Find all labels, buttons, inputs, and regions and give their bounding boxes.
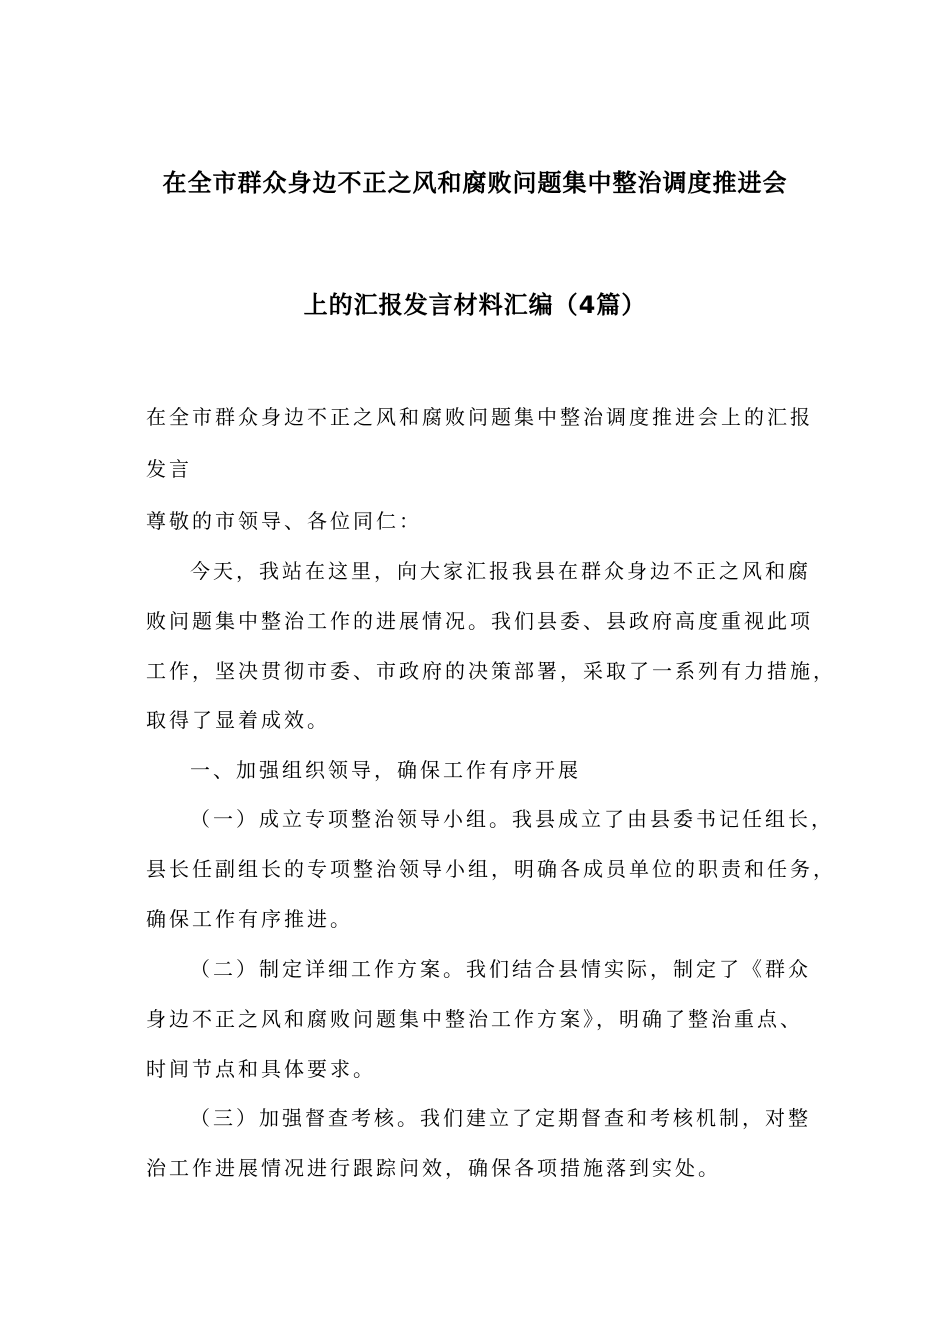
paragraph-line: （三）加强督查考核。我们建立了定期督查和考核机制，对整 [190,1106,811,1130]
report-heading-line-2: 发言 [146,457,192,481]
paragraph-line: （二）制定详细工作方案。我们结合县情实际，制定了《群众 [190,957,811,981]
report-heading-line-1: 在全市群众身边不正之风和腐败问题集中整治调度推进会上的汇报 [146,405,813,429]
document-title-line-1: 在全市群众身边不正之风和腐败问题集中整治调度推进会 [162,169,788,197]
paragraph-line: 败问题集中整治工作的进展情况。我们县委、县政府高度重视此项 [146,609,813,633]
document-title-line-2: 上的汇报发言材料汇编（4篇） [303,291,647,319]
paragraph-line: （一）成立专项整治领导小组。我县成立了由县委书记任组长， [190,807,834,831]
paragraph-line: 县长任副组长的专项整治领导小组，明确各成员单位的职责和任务， [146,857,836,881]
paragraph-line: 确保工作有序推进。 [146,907,353,931]
paragraph-line: 身边不正之风和腐败问题集中整治工作方案》，明确了整治重点、 [146,1007,803,1031]
paragraph-line: 今天，我站在这里，向大家汇报我县在群众身边不正之风和腐 [190,559,811,583]
section-heading: 一、加强组织领导，确保工作有序开展 [190,758,581,782]
paragraph-line: 工作，坚决贯彻市委、市政府的决策部署，采取了一系列有力措施， [146,659,836,683]
paragraph-line: 时间节点和具体要求。 [146,1057,376,1081]
salutation: 尊敬的市领导、各位同仁： [146,509,422,533]
paragraph-line: 治工作进展情况进行跟踪问效，确保各项措施落到实处。 [146,1156,721,1180]
paragraph-line: 取得了显着成效。 [146,708,330,732]
